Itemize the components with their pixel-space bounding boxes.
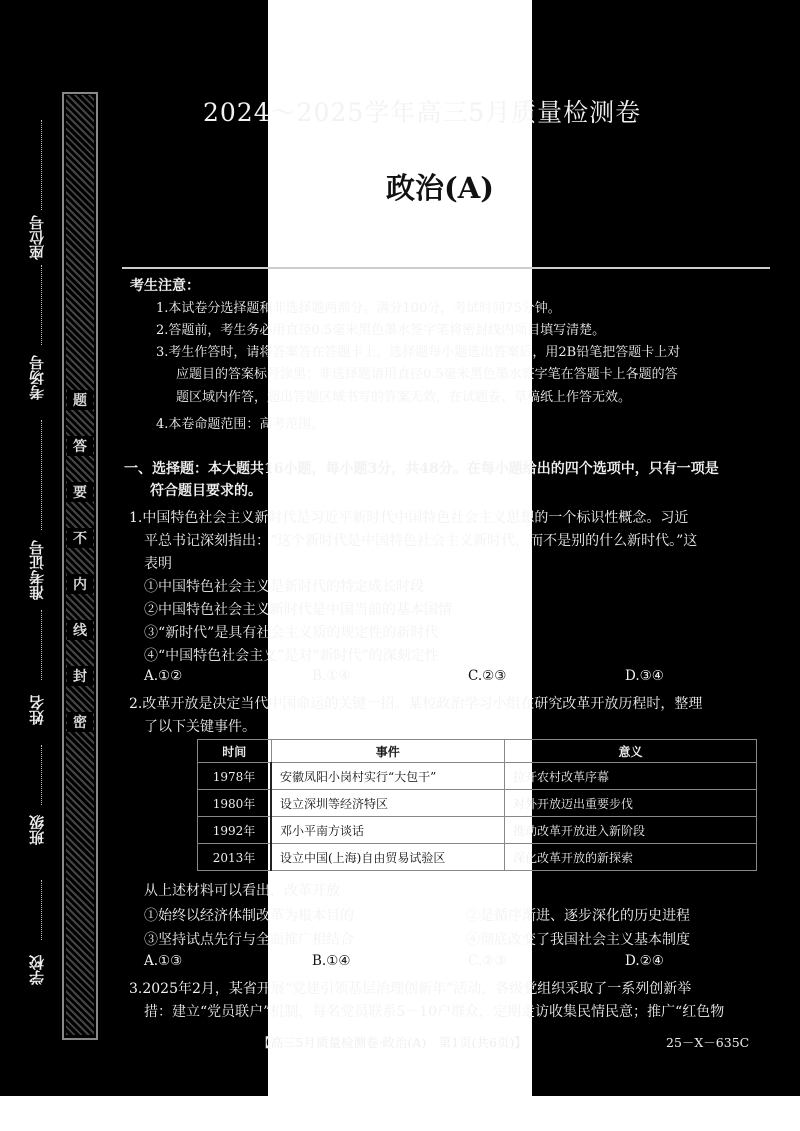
q1-stem: 1.中国特色社会主义新时代是习近平新时代中国特色社会主义思想的一个标识性概念。习近: [129, 510, 689, 526]
q1-statement: ②中国特色社会主义新时代是中国当前的基本国情: [144, 602, 452, 618]
seat-label: 座位号: [28, 215, 46, 260]
table-row: [198, 844, 757, 871]
seal-word: 密: [67, 712, 93, 732]
exam-no-field-line: [41, 265, 43, 345]
seal-word: 线: [67, 620, 93, 640]
id-no-field-line: [41, 420, 43, 530]
q2-option: B.①④: [312, 953, 351, 969]
q2-option: A.①③: [144, 953, 183, 969]
q2-statement: ①始终以经济体制改革为根本目的: [144, 908, 354, 924]
seal-word: 要: [67, 482, 93, 502]
notice-item: 2.答题前，考生务必用直径0.5毫米黑色墨水签字笔将密封线内项目填写清楚。: [156, 323, 606, 338]
table-header: 意义: [505, 740, 757, 763]
name-label: 姓名: [28, 695, 46, 725]
table-cell: 拉开农村改革序幕: [505, 763, 757, 790]
q2-option: D.②④: [625, 953, 664, 969]
events-table: [197, 739, 757, 871]
q2-stem: 了以下关键事件。: [144, 719, 256, 735]
q1-stem: 平总书记深刻指出：“这个新时代是中国特色社会主义新时代，而不是别的什么新时代。”这: [144, 533, 698, 549]
class-label: 班级: [28, 815, 46, 845]
q1-statement: ①中国特色社会主义是新时代的特定成长时段: [144, 579, 424, 595]
seal-word: 题: [67, 390, 93, 410]
q2-statement: ④彻底改变了我国社会主义基本制度: [466, 932, 690, 948]
seal-pattern: [66, 95, 94, 1035]
table-cell: 设立中国(上海)自由贸易试验区: [271, 844, 505, 871]
class-field-line: [41, 745, 43, 805]
q3-stem: 3.2025年2月，某省开展“党建引领基层治理创新年”活动，各级党组织采取了一系列创新举: [129, 981, 692, 997]
notice-divider: [122, 267, 770, 269]
table-cell: 对外开放迈出重要步伐: [505, 790, 757, 817]
table-cell: 1992年: [198, 817, 272, 844]
table-row: [198, 763, 757, 790]
q2-stem: 2.改革开放是决定当代中国命运的关键一招。某校政治学习小组在研究改革开放历程时，整理: [129, 696, 703, 712]
q2-statement: ②是循序渐进、逐步深化的历史进程: [466, 908, 690, 924]
table-cell: 1978年: [198, 763, 272, 790]
seal-word: 内: [67, 574, 93, 594]
table-cell: 安徽凤阳小岗村实行“大包干”: [271, 763, 505, 790]
school-field-line: [41, 880, 43, 940]
paper-code: 25－X－635C: [666, 1035, 750, 1050]
table-row: [198, 817, 757, 844]
q1-option: D.③④: [625, 668, 664, 684]
table-header: 事件: [271, 740, 505, 763]
table-header-row: [198, 740, 757, 763]
table-cell: 1980年: [198, 790, 272, 817]
seal-word: 答: [67, 436, 93, 456]
q1-option: B.①④: [312, 668, 351, 684]
q2-option: C.②③: [468, 953, 507, 969]
subject-title: 政治(A): [386, 171, 494, 205]
q1-option: C.②③: [468, 668, 507, 684]
q1-statement: ③“新时代”是具有社会主义质的规定性的新时代: [144, 625, 439, 641]
notice-item: 1.本试卷分选择题和非选择题两部分。满分100分，考试时间75分钟。: [156, 301, 561, 316]
notice-item: 题区域内作答，超出答题区域书写的答案无效，在试题卷、草稿纸上作答无效。: [176, 390, 632, 405]
school-label: 学校: [28, 955, 46, 985]
q1-stem: 表明: [144, 556, 172, 572]
seal-word: 封: [67, 666, 93, 686]
table-header: 时间: [198, 740, 272, 763]
section-heading-cont: 符合题目要求的。: [150, 483, 262, 499]
id-no-label: 准考证号: [28, 540, 46, 600]
q2-statement: ③坚持试点先行与全面推广相结合: [144, 932, 354, 948]
seal-word: 不: [67, 528, 93, 548]
notice-title: 考生注意：: [130, 278, 200, 294]
notice-item: 应题目的答案标号涂黑；非选择题请用直径0.5毫米黑色墨水签字笔在答题卡上各题的答: [176, 367, 678, 382]
exam-no-label: 考场号: [28, 355, 46, 400]
q1-statement: ④“中国特色社会主义”是对“新时代”的深刻定性: [144, 648, 439, 664]
page-curl-mark: [290, 1060, 332, 1096]
scan-bottom-margin: [0, 1096, 800, 1131]
notice-item: 3.考生作答时，请将答案答在答题卡上。选择题每小题选出答案后，用2B铅笔把答题卡上对: [156, 345, 681, 360]
table-cell: 2013年: [198, 844, 272, 871]
table-cell: 邓小平南方谈话: [271, 817, 505, 844]
page-footer: 【高三5月质量检测卷·政治(A) 第1页(共6页)】: [258, 1035, 527, 1050]
q2-question: 从上述材料可以看出，改革开放: [144, 883, 340, 899]
q3-stem: 措：建立“党员联户”机制，每名党员联系5－10户群众，定期走访收集民情民意；推广“红色物: [144, 1004, 725, 1020]
table-cell: 深化改革开放的新探索: [505, 844, 757, 871]
notice-item: 4.本卷命题范围：高考范围。: [156, 417, 325, 432]
q1-option: A.①②: [144, 668, 183, 684]
page-title: 2024～2025学年高三5月质量检测卷: [203, 98, 642, 127]
name-field-line: [41, 610, 43, 680]
table-cell: 设立深圳等经济特区: [271, 790, 505, 817]
table-cell: 推动改革开放进入新阶段: [505, 817, 757, 844]
seat-field-line: [41, 120, 43, 210]
table-row: [198, 790, 757, 817]
section-heading: 一、选择题：本大题共16小题，每小题3分，共48分。在每小题给出的四个选项中，只有一项是: [124, 461, 719, 477]
